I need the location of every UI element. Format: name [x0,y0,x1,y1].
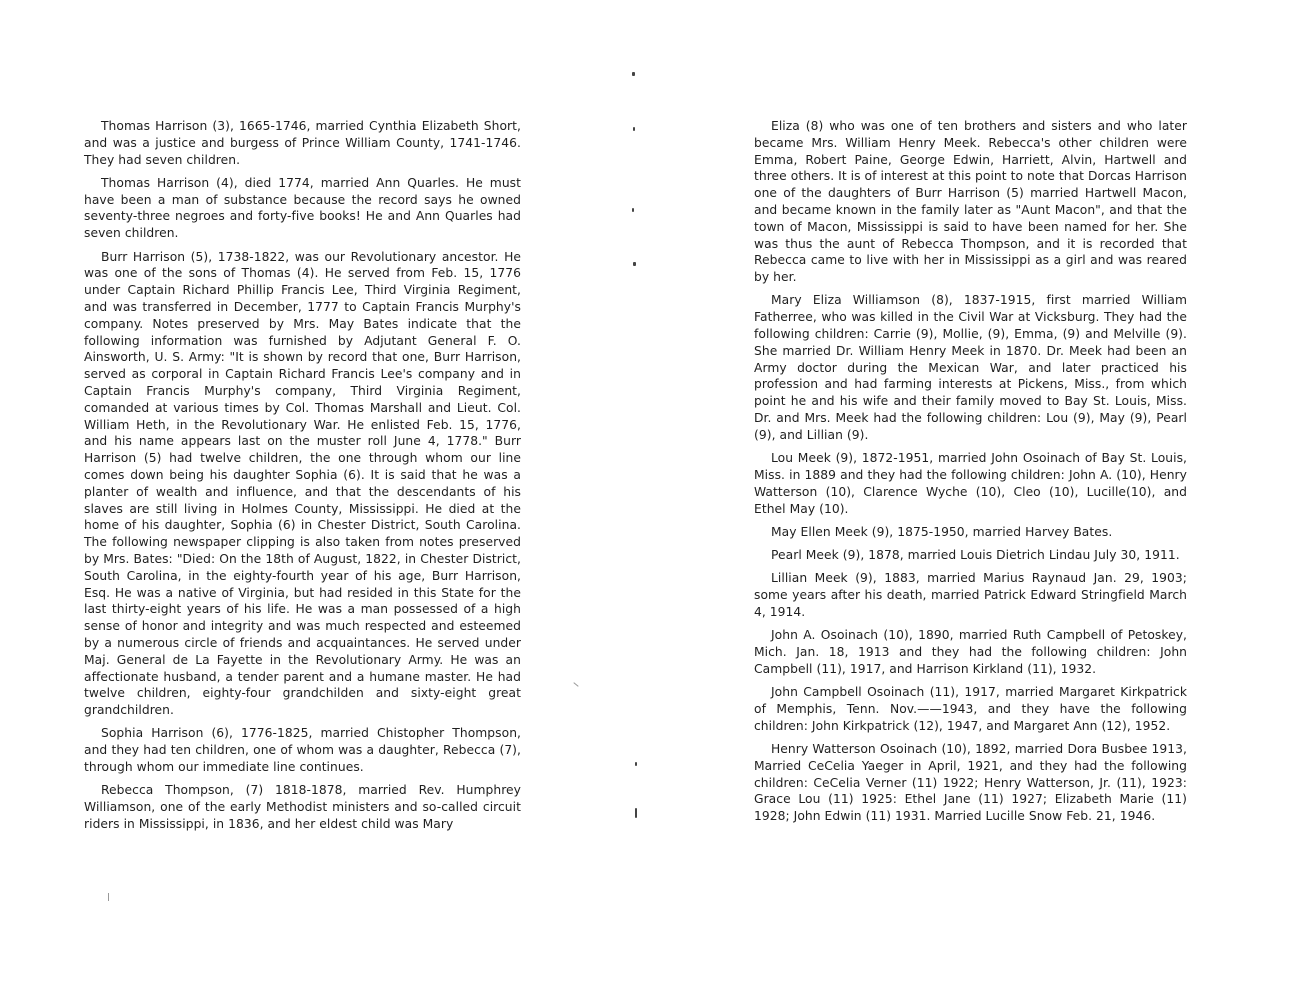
gutter-speck [635,808,637,818]
scan-speck [108,893,109,901]
paragraph-lillian-meek-9: Lillian Meek (9), 1883, married Marius Raynaud Jan. 29, 1903; some years after his death, married Patrick Edward Stringfield March 4, 1914. [754,571,1187,620]
gutter-speck [633,127,635,131]
gutter-speck [635,762,637,766]
paragraph-may-ellen-meek-9: May Ellen Meek (9), 1875-1950, married Harvey Bates. [771,524,1113,539]
gutter-speck [633,262,636,266]
gutter-speck [632,72,635,76]
paragraph-burr-harrison-5: Burr Harrison (5), 1738-1822, was our Revolutionary ancestor. He was one of the sons of Thomas (4). He served from Feb. 15, 1776 under Captain Richard Phillip Francis Lee, Third Virginia Regiment, and was transferred in December, 1777 to Captain Francis Murphy's company. Notes preserved by Mrs. May Bates indicate that the following information was furnished by Adjutant General F. O. Ainsworth, U. S. Army: "It is shown by record that one, Burr Harrison, served as corporal in Captain Richard Francis Lee's company and in Captain Francis Murphy's company, Third Virginia Regiment, comanded at various times by Col. Thomas Marshall and Lieut. Col. William Heth, in the Revolutionary War. He enlisted Feb. 15, 1776, and his name appears last on the muster roll June 4, 1778." Burr Harrison (5) had twelve children, the one through whom our line comes down being his daughter Sophia (6). It is said that he was a planter of wealth and influence, and that the descendants of his slaves are still living in Holmes County, Mississippi. He died at the home of his daughter, Sophia (6) in Chester District, South Carolina. The following newspaper clipping is also taken from notes preserved by Mrs. Bates: "Died: On the 18th of August, 1822, in Chester District, South Carolina, in the eighty-fourth year of his age, Burr Harrison, Esq. He was a native of Virginia, but had resided in this State for the last thirty-eight years of his life. He was a man possessed of a high sense of honor and integrity and was much respected and esteemed by a numerous circle of friends and acquaintances. He served under Maj. General de La Fayette in the Revolutionary Army. He was an affectionate husband, a tender parent and a humane master. He had twelve children, eighty-four grandchilden and sixty-eight great grandchildren. [84,249,521,718]
paragraph-thomas-harrison-3: Thomas Harrison (3), 1665-1746, married Cynthia Elizabeth Short, and was a justice and burgess of Prince William County, 1741-1746. They had seven children. [84,119,521,167]
paragraph-rebecca-thompson-7: Rebecca Thompson, (7) 1818-1878, married Rev. Humphrey Williamson, one of the early Methodist ministers and so-called circuit riders in Mississippi, in 1836, and her eldest child was Mary [84,783,521,831]
gutter-speck [632,208,634,212]
paragraph-henry-watterson-osoinach-10: Henry Watterson Osoinach (10), 1892, married Dora Busbee 1913, Married CeCelia Yaeger in April, 1921, and they had the following children: CeCelia Verner (11) 1922; Henry Watterson, Jr. (11), 1923: Grace Lou (11) 1925: Ethel Jane (11) 1927; Elizabeth Marie (11) 1928; John Edwin (11) 1931. Married Lucille Snow Feb. 21, 1946. [754,742,1187,824]
left-text-column [84,118,521,839]
paragraph-john-campbell-osoinach-11: John Campbell Osoinach (11), 1917, married Margaret Kirkpatrick of Memphis, Tenn. Nov.——1943, and they have the following children: John Kirkpatrick (12), 1947, and Margaret Ann (12), 1952. [754,685,1187,733]
paragraph-pearl-meek-9: Pearl Meek (9), 1878, married Louis Dietrich Lindau July 30, 1911. [771,548,1180,563]
paragraph-mary-eliza-williamson-8: Mary Eliza Williamson (8), 1837-1915, first married William Fatherree, who was killed in the Civil War at Vicksburg. They had the following children: Carrie (9), Mollie, (9), Emma, (9) and Melville (9). She married Dr. William Henry Meek in 1870. Dr. Meek had been an Army doctor during the Mexican War, and later practiced his profession and had farming interests at Pickens, Miss., from which point he and his wife and their family moved to Bay St. Louis, Miss. Dr. and Mrs. Meek had the following children: Lou (9), May (9), Pearl (9), and Lillian (9). [754,293,1187,442]
paragraph-lou-meek-9: Lou Meek (9), 1872-1951, married John Osoinach of Bay St. Louis, Miss. in 1889 and they had the following children: John A. (10), Henry Watterson (10), Clarence Wyche (10), Cleo (10), Lucille(10), and Ethel May (10). [754,451,1187,516]
paragraph-john-a-osoinach-10: John A. Osoinach (10), 1890, married Ruth Campbell of Petoskey, Mich. Jan. 18, 1913 and they had the following children: John Campbell (11), 1917, and Harrison Kirkland (11), 1932. [754,628,1187,676]
right-page [646,0,1292,992]
right-text-column [754,118,1187,832]
paragraph-thomas-harrison-4: Thomas Harrison (4), died 1774, married Ann Quarles. He must have been a man of substance because the record says he owned seventy-three negroes and forty-five books! He and Ann Quarles had seven children. [84,175,521,241]
paragraph-eliza-8-continued: Eliza (8) who was one of ten brothers and sisters and who later became Mrs. William Henry Meek. Rebecca's other children were Emma, Robert Paine, George Edwin, Harriett, Alvin, Hartwell and three others. It is of interest at this point to note that Dorcas Harrison one of the daughters of Burr Harrison (5) married Hartwell Macon, and became known in the family later as "Aunt Macon", and that the town of Macon, Mississippi is said to have been named for her. She was thus the aunt of Rebecca Thompson, and it is recorded that Rebecca came to live with her in Mississippi as a girl and was reared by her. [754,119,1187,285]
paragraph-sophia-harrison-6: Sophia Harrison (6), 1776-1825, married Chistopher Thompson, and they had ten children, one of whom was a daughter, Rebecca (7), through whom our immediate line continues. [84,726,521,774]
